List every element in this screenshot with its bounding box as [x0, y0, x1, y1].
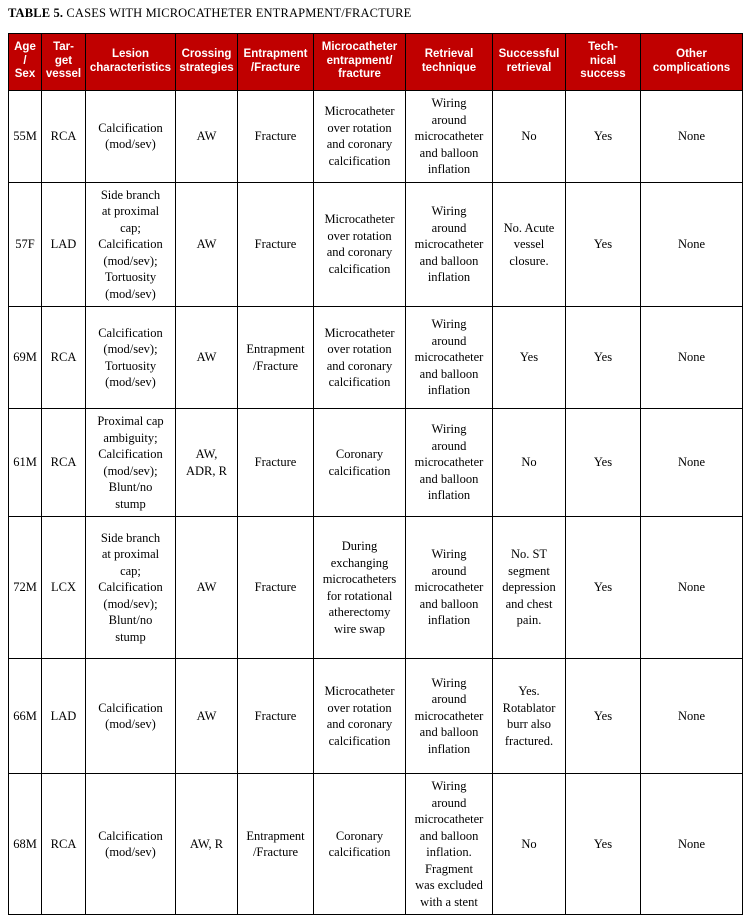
- cell-entrapment-fracture: [238, 409, 314, 517]
- cell-line: AW, R: [189, 836, 224, 851]
- column-header-line: Tech-: [588, 41, 618, 54]
- cell-line: exchanging: [330, 555, 389, 570]
- table-row: [9, 517, 743, 659]
- cell-line: None: [677, 129, 706, 143]
- cell-line: Microcatheter: [324, 104, 395, 119]
- cell-successful-retrieval: [493, 774, 566, 915]
- cell-age-sex: 66M: [9, 659, 42, 774]
- cell-line: Calcification: [98, 700, 163, 715]
- cell-line: over rotation: [327, 228, 392, 243]
- cell-target-vessel: RCA: [42, 91, 86, 183]
- cell-lesion-characteristics: [86, 774, 176, 915]
- cell-line: Yes: [593, 836, 613, 851]
- column-header-line: Sex: [14, 68, 36, 81]
- cell-technical-success: [566, 517, 641, 659]
- cell-microcatheter-entrapment-fracture: [314, 307, 406, 409]
- cell-line: Wiring: [431, 96, 467, 110]
- column-header-line: strategies: [179, 61, 234, 74]
- cell-line: AW: [196, 129, 217, 143]
- cases-table: [8, 33, 743, 915]
- cell-line: around: [431, 333, 467, 348]
- cell-crossing-strategies: [176, 409, 238, 517]
- cell-line: Calcification: [98, 237, 163, 251]
- cell-successful-retrieval: [493, 91, 566, 183]
- cell-line: microcatheter: [414, 580, 484, 595]
- cell-line: inflation.: [426, 845, 472, 859]
- table-row: [9, 307, 743, 409]
- cell-other-complications: [641, 409, 743, 517]
- cell-line: Wiring: [431, 317, 467, 332]
- cell-line: AW: [196, 708, 217, 723]
- cell-line: calcification: [328, 733, 391, 748]
- cell-line: Microcatheter: [324, 325, 395, 340]
- cell-line: calcification: [328, 463, 391, 478]
- cell-line: closure.: [509, 253, 549, 268]
- cell-line: (mod/sev);: [103, 463, 158, 478]
- cell-line: Entrapment: [246, 342, 305, 356]
- column-header-microcatheter-entrapment-fracture: [314, 34, 406, 91]
- column-header-line: entrapment/: [326, 54, 393, 67]
- cell-line: Yes: [593, 237, 613, 251]
- table-caption-text: CASES WITH MICROCATHETER ENTRAPMENT/FRACTURE: [63, 6, 412, 20]
- cell-line: Fracture: [254, 708, 297, 723]
- cell-line: AW: [196, 237, 217, 251]
- cell-lesion-characteristics: [86, 307, 176, 409]
- cell-line: and coronary: [326, 717, 393, 731]
- cell-line: Fracture: [254, 129, 297, 143]
- cell-retrieval-technique: [406, 307, 493, 409]
- column-header-age-sex: [9, 34, 42, 91]
- cell-line: No: [521, 455, 537, 470]
- cell-line: No: [521, 836, 537, 851]
- column-header-line: Lesion: [111, 48, 150, 60]
- cell-line: Calcification: [98, 120, 163, 135]
- cell-line: microcatheter: [414, 812, 484, 826]
- cell-successful-retrieval: [493, 409, 566, 517]
- column-header-entrapment-fracture: [238, 34, 314, 91]
- cell-entrapment-fracture: [238, 307, 314, 409]
- cell-line: and chest: [505, 596, 553, 611]
- cell-line: Tortuosity: [104, 270, 157, 284]
- cell-other-complications: [641, 182, 743, 307]
- cell-line: Wiring: [431, 422, 467, 437]
- cell-crossing-strategies: [176, 659, 238, 774]
- cell-line: calcification: [328, 375, 391, 389]
- cell-age-sex: 68M: [9, 774, 42, 915]
- cell-target-vessel: RCA: [42, 409, 86, 517]
- cell-age-sex: 69M: [9, 307, 42, 409]
- cell-line: Yes: [593, 455, 613, 470]
- cell-line: Side branch: [100, 530, 161, 545]
- cell-line: atherectomy: [328, 605, 391, 619]
- table-header: [9, 34, 743, 91]
- cell-target-vessel: LAD: [42, 659, 86, 774]
- cell-age-sex: 61M: [9, 409, 42, 517]
- cell-line: and balloon: [419, 366, 479, 381]
- cell-line: around: [431, 563, 467, 578]
- cell-target-vessel: RCA: [42, 774, 86, 915]
- cell-line: None: [677, 836, 706, 851]
- cell-line: around: [431, 795, 467, 810]
- cell-line: inflation: [427, 613, 471, 628]
- cell-line: Fracture: [254, 237, 297, 251]
- cell-technical-success: [566, 307, 641, 409]
- cell-line: and balloon: [419, 596, 479, 611]
- cell-age-sex: 55M: [9, 91, 42, 183]
- table-container: [8, 33, 742, 915]
- cell-line: depression: [502, 580, 556, 595]
- cell-line: and coronary: [326, 358, 393, 373]
- cell-line: (mod/sev);: [103, 596, 158, 611]
- cell-line: (mod/sev): [105, 717, 156, 731]
- cell-line: /Fracture: [252, 845, 299, 859]
- table-row: [9, 774, 743, 915]
- cell-line: was excluded: [415, 878, 483, 892]
- cell-line: Wiring: [431, 675, 467, 690]
- table-caption-label: TABLE 5.: [8, 6, 64, 20]
- column-header-line: retrieval: [506, 61, 552, 74]
- cell-line: cap;: [120, 563, 141, 578]
- column-header-successful-retrieval: [493, 34, 566, 91]
- column-header-crossing-strategies: [176, 34, 238, 91]
- cell-microcatheter-entrapment-fracture: [314, 517, 406, 659]
- column-header-line: Successful: [498, 48, 560, 60]
- table-row: [9, 409, 743, 517]
- cell-technical-success: [566, 659, 641, 774]
- column-header-line: /Fracture: [250, 61, 301, 74]
- cell-line: None: [677, 237, 706, 251]
- column-header-line: technique: [421, 61, 477, 74]
- cell-successful-retrieval: [493, 659, 566, 774]
- cell-line: stump: [115, 629, 146, 644]
- table-caption: [0, 0, 750, 21]
- cell-line: (mod/sev): [105, 375, 156, 389]
- cell-line: with a stent: [420, 894, 478, 909]
- cell-lesion-characteristics: [86, 182, 176, 307]
- cell-line: and balloon: [419, 725, 479, 740]
- cell-line: around: [431, 112, 467, 127]
- cell-line: Fracture: [254, 455, 297, 470]
- cell-line: inflation: [427, 488, 471, 503]
- cell-line: None: [677, 455, 706, 470]
- cell-entrapment-fracture: [238, 774, 314, 915]
- column-header-line: Tar-: [53, 41, 74, 54]
- column-header-line: nical: [589, 54, 617, 67]
- cell-line: and balloon: [419, 145, 479, 160]
- column-header-line: Age: [14, 41, 36, 54]
- cell-line: AW: [196, 350, 217, 365]
- cell-line: Entrapment: [246, 828, 305, 843]
- column-header-line: /: [23, 54, 27, 67]
- cell-line: During: [341, 539, 378, 553]
- column-header-lesion-characteristics: [86, 34, 176, 91]
- column-header-line: Retrieval: [424, 48, 474, 60]
- cell-line: Microcatheter: [324, 684, 395, 698]
- cell-line: around: [431, 692, 467, 707]
- cell-retrieval-technique: [406, 182, 493, 307]
- cell-line: No: [521, 129, 537, 143]
- cell-line: Yes: [519, 350, 539, 365]
- cell-line: around: [431, 438, 467, 453]
- cell-line: /Fracture: [252, 358, 299, 373]
- cell-other-complications: [641, 659, 743, 774]
- cell-technical-success: [566, 91, 641, 183]
- cell-line: burr also: [506, 717, 552, 731]
- cell-microcatheter-entrapment-fracture: [314, 91, 406, 183]
- cell-entrapment-fracture: [238, 659, 314, 774]
- cell-crossing-strategies: [176, 774, 238, 915]
- cell-other-complications: [641, 517, 743, 659]
- cell-line: calcification: [328, 153, 391, 168]
- cell-other-complications: [641, 91, 743, 183]
- cell-microcatheter-entrapment-fracture: [314, 409, 406, 517]
- cell-successful-retrieval: [493, 307, 566, 409]
- cell-age-sex: 57F: [9, 182, 42, 307]
- cell-line: (mod/sev);: [103, 253, 158, 268]
- cell-line: Yes: [593, 129, 613, 143]
- column-header-line: Other: [676, 48, 707, 60]
- cell-line: Yes: [593, 708, 613, 723]
- cell-retrieval-technique: [406, 91, 493, 183]
- cell-technical-success: [566, 774, 641, 915]
- cell-line: inflation: [427, 270, 471, 284]
- cell-line: ambiguity;: [103, 430, 158, 445]
- column-header-line: characteristics: [89, 61, 172, 74]
- cell-line: microcatheters: [322, 572, 397, 586]
- cell-target-vessel: LCX: [42, 517, 86, 659]
- cell-successful-retrieval: [493, 517, 566, 659]
- cell-line: Coronary: [335, 828, 384, 843]
- cell-line: segment: [508, 563, 550, 578]
- cell-line: microcatheter: [414, 350, 484, 365]
- cell-microcatheter-entrapment-fracture: [314, 774, 406, 915]
- cell-line: Microcatheter: [324, 212, 395, 227]
- cell-line: Yes: [593, 580, 613, 595]
- column-header-retrieval-technique: [406, 34, 493, 91]
- cell-line: inflation: [427, 383, 471, 398]
- cell-retrieval-technique: [406, 409, 493, 517]
- cell-line: Calcification: [98, 447, 163, 461]
- cell-crossing-strategies: [176, 182, 238, 307]
- cell-line: Wiring: [431, 547, 467, 562]
- cell-crossing-strategies: [176, 91, 238, 183]
- column-header-line: Microcatheter: [321, 41, 398, 54]
- cell-line: (mod/sev): [105, 286, 156, 301]
- table-body: [9, 91, 743, 915]
- cell-entrapment-fracture: [238, 517, 314, 659]
- cell-line: stump: [115, 496, 146, 511]
- column-header-line: get: [54, 54, 73, 67]
- cell-line: and balloon: [419, 253, 479, 268]
- cell-line: over rotation: [327, 120, 392, 135]
- cell-line: Fracture: [254, 580, 297, 595]
- cell-line: Calcification: [98, 828, 163, 843]
- table-row: [9, 182, 743, 307]
- cell-target-vessel: LAD: [42, 182, 86, 307]
- cell-retrieval-technique: [406, 774, 493, 915]
- cell-retrieval-technique: [406, 659, 493, 774]
- cell-microcatheter-entrapment-fracture: [314, 659, 406, 774]
- cell-line: calcification: [328, 845, 391, 859]
- cell-line: inflation: [427, 741, 471, 756]
- cell-line: AW,: [195, 447, 218, 461]
- cell-line: Blunt/no: [108, 613, 153, 628]
- cell-other-complications: [641, 774, 743, 915]
- column-header-line: vessel: [45, 68, 82, 81]
- cell-entrapment-fracture: [238, 91, 314, 183]
- cell-line: at proximal: [101, 547, 160, 562]
- table-row: [9, 91, 743, 183]
- cell-line: for rotational: [326, 588, 393, 603]
- cell-line: and coronary: [326, 245, 393, 260]
- cell-line: cap;: [120, 220, 141, 235]
- cell-line: Wiring: [431, 204, 467, 218]
- cell-technical-success: [566, 409, 641, 517]
- cell-line: calcification: [328, 261, 391, 276]
- column-header-line: Crossing: [181, 48, 232, 60]
- cell-line: at proximal: [101, 204, 160, 218]
- cell-line: AW: [196, 580, 217, 595]
- cell-line: Side branch: [100, 187, 161, 202]
- cell-line: microcatheter: [414, 455, 484, 470]
- cell-line: Rotablator: [502, 700, 556, 715]
- cell-line: pain.: [516, 613, 542, 628]
- cell-line: Tortuosity: [104, 358, 157, 373]
- cell-line: None: [677, 350, 706, 365]
- cell-lesion-characteristics: [86, 409, 176, 517]
- cell-line: Blunt/no: [108, 480, 153, 494]
- cell-lesion-characteristics: [86, 659, 176, 774]
- cell-line: No. ST: [510, 547, 548, 562]
- cell-line: wire swap: [333, 621, 386, 636]
- cell-line: and balloon: [419, 471, 479, 486]
- cell-line: inflation: [427, 162, 471, 176]
- cell-successful-retrieval: [493, 182, 566, 307]
- column-header-technical-success: [566, 34, 641, 91]
- cell-lesion-characteristics: [86, 517, 176, 659]
- cell-line: (mod/sev);: [103, 342, 158, 356]
- cell-line: Yes: [593, 350, 613, 365]
- cell-line: Calcification: [98, 325, 163, 340]
- column-header-line: success: [580, 68, 626, 81]
- cell-lesion-characteristics: [86, 91, 176, 183]
- cell-microcatheter-entrapment-fracture: [314, 182, 406, 307]
- cell-line: and balloon: [419, 828, 479, 843]
- cell-other-complications: [641, 307, 743, 409]
- cell-line: None: [677, 708, 706, 723]
- cell-line: Coronary: [335, 447, 384, 461]
- column-header-target-vessel: [42, 34, 86, 91]
- cell-entrapment-fracture: [238, 182, 314, 307]
- table-row: [9, 659, 743, 774]
- cell-age-sex: 72M: [9, 517, 42, 659]
- cell-line: fractured.: [504, 733, 554, 748]
- cell-line: vessel: [513, 237, 545, 251]
- cell-line: No. Acute: [503, 220, 555, 235]
- cell-line: Calcification: [98, 580, 163, 595]
- cell-line: microcatheter: [414, 708, 484, 723]
- column-header-line: fracture: [338, 68, 381, 81]
- column-header-line: Entrapment: [243, 48, 308, 60]
- cell-crossing-strategies: [176, 307, 238, 409]
- cell-line: Wiring: [431, 779, 467, 793]
- cell-line: microcatheter: [414, 237, 484, 251]
- column-header-other-complications: [641, 34, 743, 91]
- cell-line: over rotation: [327, 700, 392, 715]
- cell-line: and coronary: [326, 137, 393, 152]
- cell-line: ADR, R: [186, 463, 227, 478]
- cell-line: (mod/sev): [105, 137, 156, 152]
- cell-line: around: [431, 220, 467, 235]
- cell-line: Yes.: [518, 684, 540, 698]
- cell-line: (mod/sev): [105, 845, 156, 859]
- cell-technical-success: [566, 182, 641, 307]
- cell-retrieval-technique: [406, 517, 493, 659]
- table-header-row: [9, 34, 743, 91]
- cell-line: Proximal cap: [97, 414, 164, 428]
- cell-line: over rotation: [327, 342, 392, 356]
- cell-line: microcatheter: [414, 129, 484, 143]
- cell-line: Fragment: [425, 861, 473, 876]
- cell-line: None: [677, 580, 706, 595]
- column-header-line: complications: [652, 61, 731, 74]
- cell-target-vessel: RCA: [42, 307, 86, 409]
- cell-crossing-strategies: [176, 517, 238, 659]
